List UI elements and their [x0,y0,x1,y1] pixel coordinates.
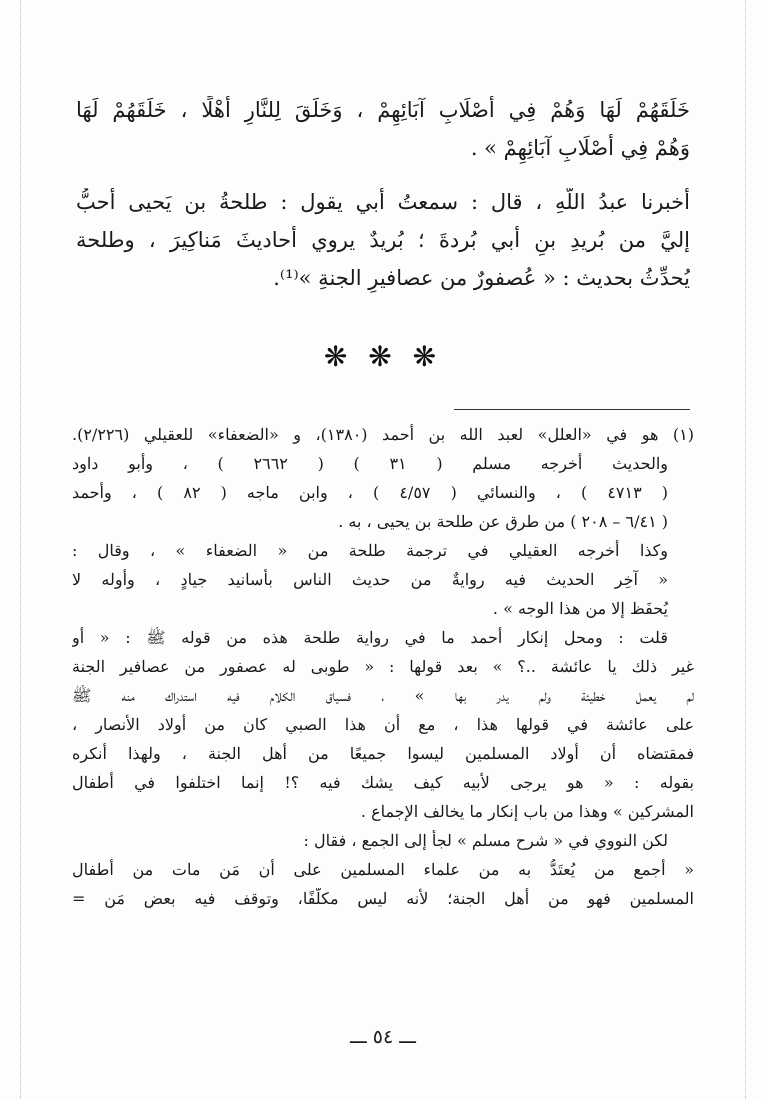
footnotes [72,424,694,917]
footnote-line: وكذا أخرجه العقيلي في ترجمة طلحة من « الضعفاء » ، وقال : [72,541,668,560]
footnote-line: « أجمع من يُعتَدُّ به من علماء المسلمين على أن مَن مات من أطفال [72,860,694,879]
footnote-line: يُحفَظ إلا من هذا الوجه » . [492,599,668,618]
footnote-separator [454,409,690,410]
section-ornament: ❋ ❋ ❋ [323,340,443,373]
left-dotted-border [20,0,21,1099]
main-text [76,96,690,302]
footnote-line: المشركين » وهذا من باب إنكار ما يخالف الإجماع . [360,802,694,821]
footnote-line: والحديث أخرجه مسلم ( ٣١ ) ( ٢٦٦٢ ) ، وأبو داود [72,454,668,473]
footnote-line: ( ٦/٤١ – ٢٠٨ ) من طرق عن طلحة بن يحيى ، به . [338,512,668,531]
page-number: ـــ ٥٤ ـــ [350,1026,416,1048]
hadith-line: وَهُمْ فِي أَصْلَابِ آبَائِهِمْ » . [470,136,690,160]
footnote-line: غير ذلك يا عائشة ..؟ » بعد قولها : « طوبى له عصفور من عصافير الجنة [72,657,694,676]
footnote-line: (١) هو في «العلل» لعبد الله بن أحمد (١٣٨٠)، و «الضعفاء» للعقيلي (٢/٢٢٦). [72,425,694,444]
footnote-line: ( ٤٧١٣ ) ، والنسائي ( ٤/٥٧ ) ، وابن ماجه ( ٨٢ ) ، وأحمد [72,483,669,502]
narration-line: إليَّ من بُريدِ بنِ أبي بُردةَ ؛ بُريدٌ يروي أحاديثَ مَناكِيرَ ، وطلحة [76,228,690,252]
hadith-line: خَلَقَهُمْ لَهَا وَهُمْ فِي أَصْلَابِ آبَائِهِمْ ، وَخَلَقَ لِلنَّارِ أَهْلًا ، خَلَقَهُمْ لَهَا [76,98,690,122]
footnote-line: على عائشة في قولها هذا ، مع أن هذا الصبي كان من أولاد الأنصار ، [72,715,694,734]
footnote-line: المسلمين فهو من أهل الجنة؛ لأنه ليس مكلَّفًا، وتوقف فيه بعض مَن = [72,889,694,908]
footnote-line: لم يعمل خطيئة ولم يدر بها » ، فسياق الكلام فيه استدراك منه ﷺ [72,686,694,705]
footnote-line: قلت : ومحل إنكار أحمد ما في رواية طلحة هذه من قوله ﷺ : « أو [72,628,668,647]
right-dotted-border [745,0,746,1099]
narration-line: يُحدِّثُ بحديث : « عُصفورٌ من عصافيرِ الجنةِ »⁽¹⁾. [273,266,690,290]
footnote-line: « آخِر الحديث فيه روايةٌ من حديث الناس بأسانيد جيادٍ ، وأوله لا [72,570,668,589]
narration-line: أخبرنا عبدُ اللّهِ ، قال : سمعتُ أبي يقول : طلحةُ بن يَحيى أَحبُّ [76,190,690,214]
footnote-line: بقوله : « هو يرجى لأبيه كيف يشك فيه ؟! إنما اختلفوا في أطفال [72,773,694,792]
footnote-line: لكن النووي في « شرح مسلم » لجأ إلى الجمع ، فقال : [303,831,668,850]
footnote-line: فمقتضاه أن أولاد المسلمين ليسوا جميعًا من أهل الجنة ، ولهذا أنكره [72,744,694,763]
